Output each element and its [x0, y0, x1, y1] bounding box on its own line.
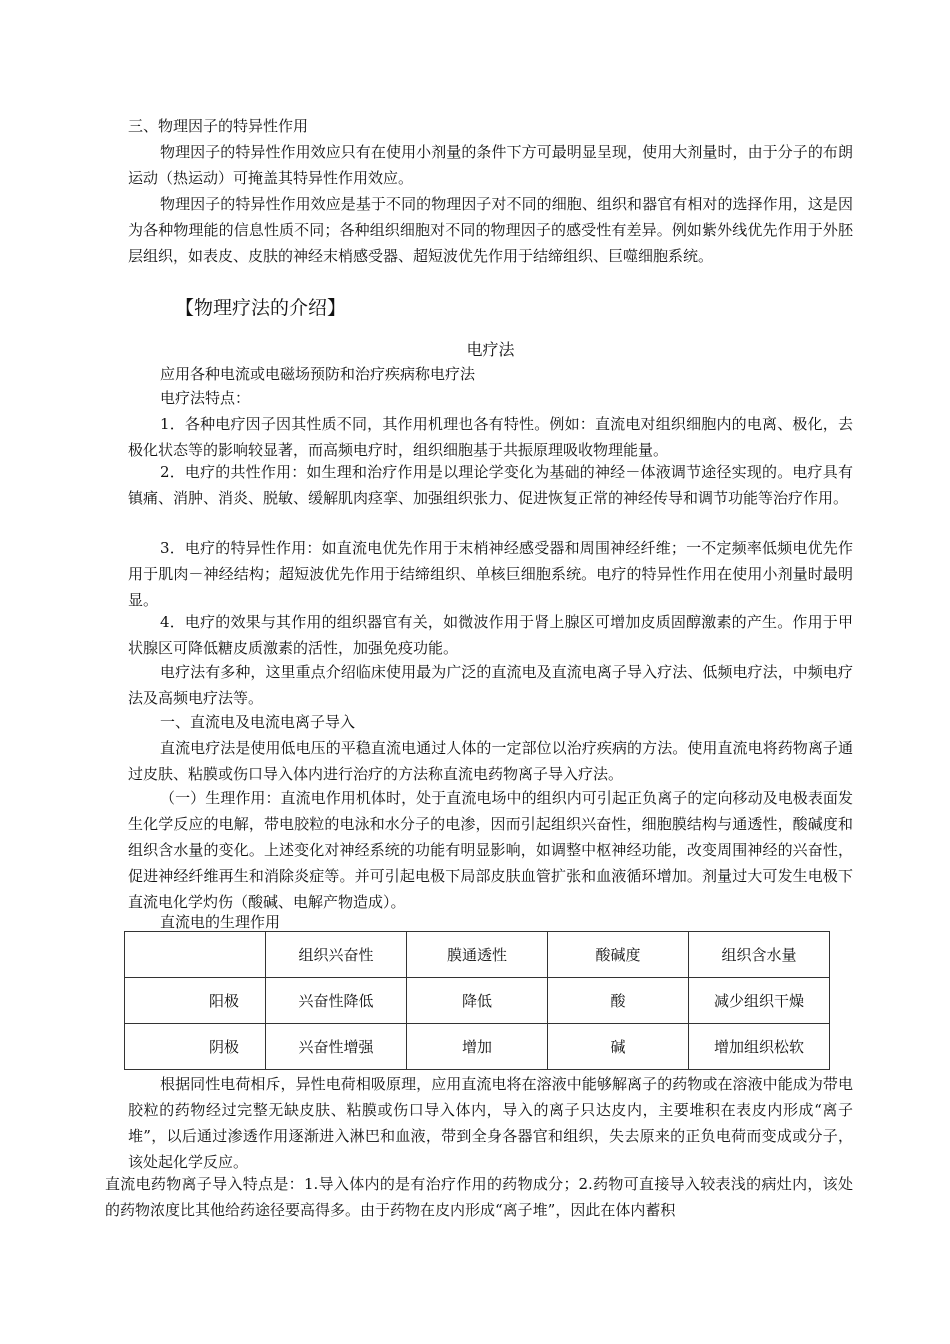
principle-paragraph: 根据同性电荷相斥，异性电荷相吸原理，应用直流电将在溶液中能够解离子的药物或在溶液中能成为带电胶粒的药物经过完整无缺皮肤、粘膜或伤口导入体内，导入的离子只达皮内，主要堆积在表皮内形成“离子堆”，以后通过渗透作用逐渐进入淋巴和血液，带到全身各器官和组织，失去原来的正负电荷而变成或分子，该处起化学反应。 [128, 1075, 853, 1171]
table-cell: 兴奋性增强 [266, 1024, 407, 1070]
table-caption: 直流电的生理作用 [160, 913, 281, 931]
table-row [125, 978, 830, 1024]
table-header-cell: 酸碱度 [548, 932, 689, 978]
features-label: 电疗法特点： [160, 389, 251, 407]
section-heading-specificity: 三、物理因子的特异性作用 [128, 117, 309, 135]
feature-3: 3．电疗的特异性作用：如直流电优先作用于末梢神经感受器和周围神经纤维；一不定频率低频电优先作用于肌肉－神经结构；超短波优先作用于结缔组织、单核巨细胞系统。电疗的特异性作用在使用小剂量时最明显。 [128, 539, 853, 609]
physiology-table [124, 931, 830, 1070]
feature-1: 1．各种电疗因子因其性质不同，其作用机理也各有特性。例如：直流电对组织细胞内的电离、极化，去极化状态等的影响较显著，而高频电疗时，组织细胞基于共振原理吸收物理能量。 [128, 415, 853, 459]
table-cell: 增加组织松软 [689, 1024, 830, 1070]
table-cell: 减少组织干燥 [689, 978, 830, 1024]
table-row [125, 1024, 830, 1070]
table-cell: 增加 [407, 1024, 548, 1070]
electrotherapy-definition: 应用各种电流或电磁场预防和治疗疾病称电疗法 [160, 365, 476, 383]
table-header-cell: 组织兴奋性 [266, 932, 407, 978]
intro-heading: 【物理疗法的介绍】 [175, 297, 347, 319]
table-row-label: 阳极 [125, 978, 266, 1024]
paragraph-specificity-dose: 物理因子的特异性作用效应只有在使用小剂量的条件下方可最明显呈现，使用大剂量时，由于分子的布朗运动（热运动）可掩盖其特异性作用效应。 [128, 143, 853, 187]
table-header-row [125, 932, 830, 978]
paragraph-specificity-selection: 物理因子的特异性作用效应是基于不同的物理因子对不同的细胞、组织和器官有相对的选择作用，这是因为各种物理能的信息性质不同；各种组织细胞对不同的物理因子的感受性有差异。例如紫外线优先作用于外胚层组织，如表皮、皮肤的神经末梢感受器、超短波优先作用于结缔组织、巨噬细胞系统。 [128, 195, 853, 265]
overview-paragraph: 电疗法有多种，这里重点介绍临床使用最为广泛的直流电及直流电离子导入疗法、低频电疗法，中频电疗法及高频电疗法等。 [128, 663, 853, 707]
table-cell: 降低 [407, 978, 548, 1024]
electrotherapy-title: 电疗法 [466, 340, 515, 359]
table-cell: 兴奋性降低 [266, 978, 407, 1024]
table-header-cell: 组织含水量 [689, 932, 830, 978]
table-header-cell: 膜通透性 [407, 932, 548, 978]
table-header-cell [125, 932, 266, 978]
physiology-paragraph: （一）生理作用：直流电作用机体时，处于直流电场中的组织内可引起正负离子的定向移动及电极表面发生化学反应的电解，带电胶粒的电泳和水分子的电渗，因而引起组织兴奋性，细胞膜结构与通透性，酸碱度和组织含水量的变化。上述变化对神经系统的功能有明显影响，如调整中枢神经功能，改变周围神经的兴奋性，促进神经纤维再生和消除炎症等。并可引起电极下局部皮肤血管扩张和血液循环增加。剂量过大可发生电极下直流电化学灼伤（酸碱、电解产物造成）。 [128, 789, 853, 911]
dc-definition-paragraph: 直流电疗法是使用低电压的平稳直流电通过人体的一定部位以治疗疾病的方法。使用直流电将药物离子通过皮肤、粘膜或伤口导入体内进行治疗的方法称直流电药物离子导入疗法。 [128, 739, 853, 783]
table-row-label: 阴极 [125, 1024, 266, 1070]
feature-2: 2．电疗的共性作用：如生理和治疗作用是以理论学变化为基础的神经－体液调节途径实现的。电疗具有镇痛、消肿、消炎、脱敏、缓解肌肉痉挛、加强组织张力、促进恢复正常的神经传导和调节功能等治疗作用。 [128, 463, 853, 507]
table-cell: 酸 [548, 978, 689, 1024]
subsection-heading-dc: 一、直流电及电流电离子导入 [160, 713, 356, 731]
ion-features-paragraph: 直流电药物离子导入特点是：1.导入体内的是有治疗作用的药物成分；2.药物可直接导入较表浅的病灶内，该处的药物浓度比其他给药途径要高得多。由于药物在皮内形成“离子堆”，因此在体内蓄积 [105, 1175, 853, 1219]
feature-4: 4．电疗的效果与其作用的组织器官有关，如微波作用于肾上腺区可增加皮质固醇激素的产生。作用于甲状腺区可降低糖皮质激素的活性，加强免疫功能。 [128, 613, 853, 657]
table-cell: 碱 [548, 1024, 689, 1070]
